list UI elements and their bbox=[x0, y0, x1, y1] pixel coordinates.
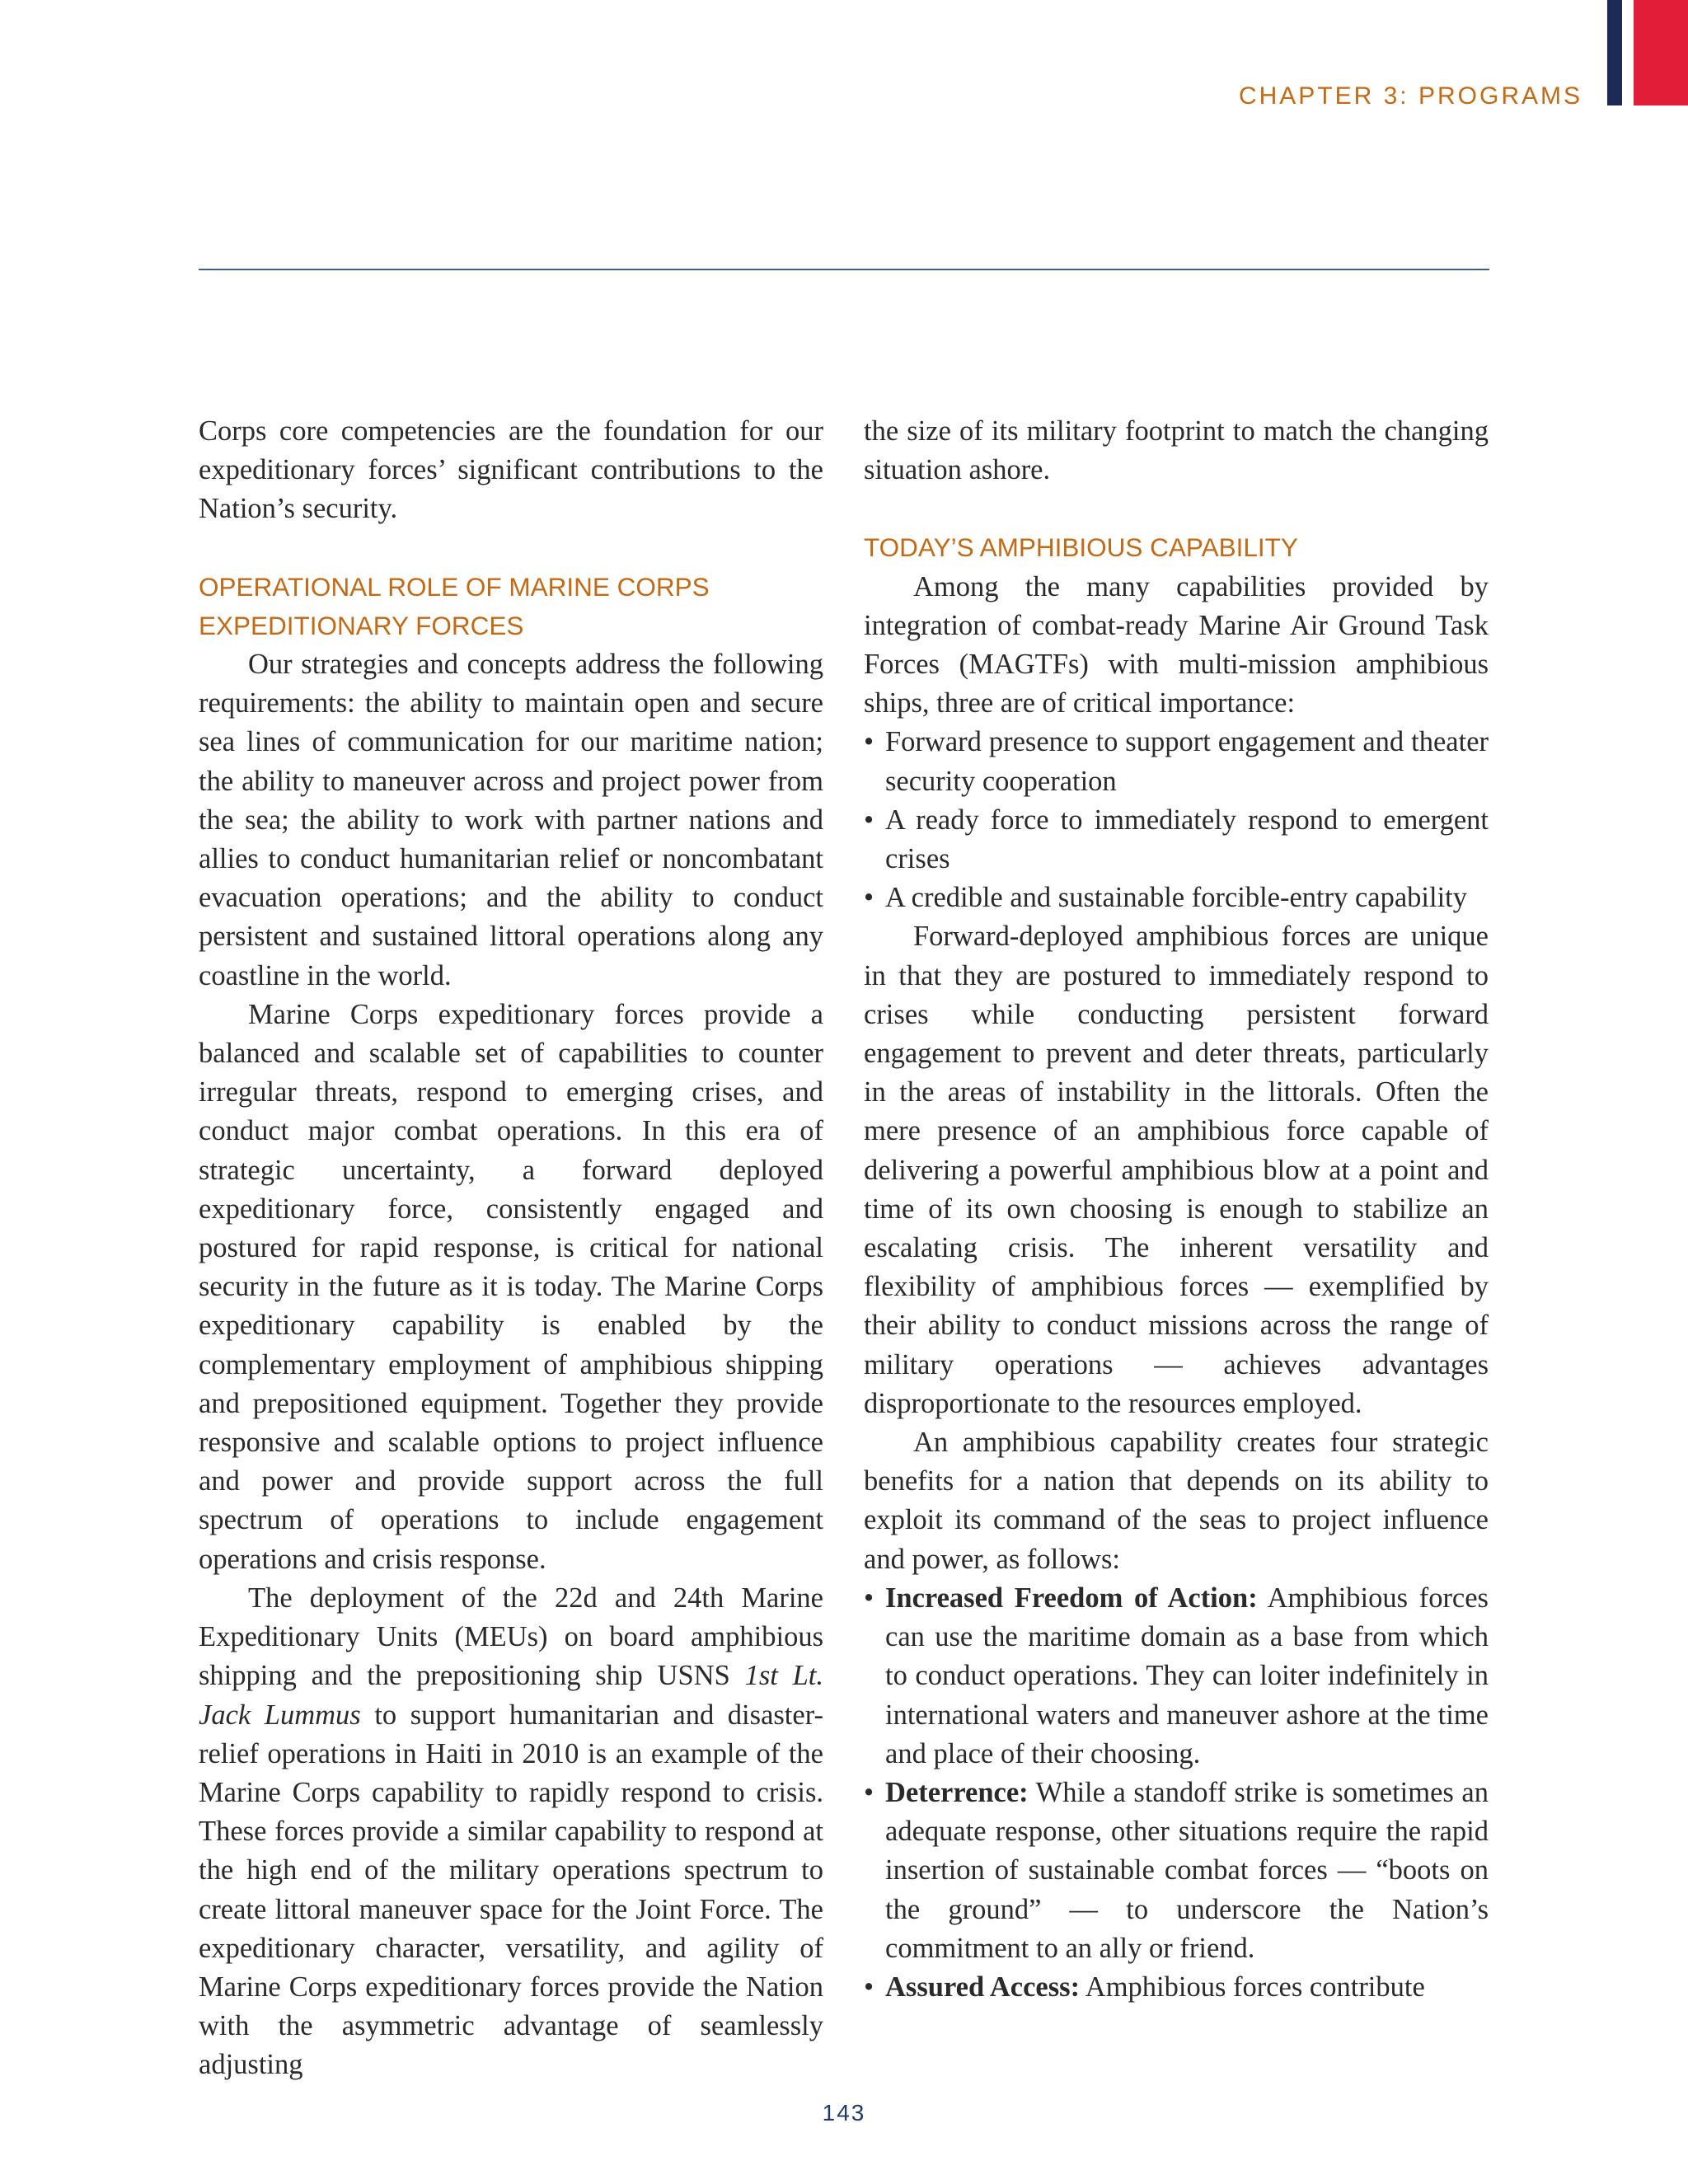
bullet-icon: • bbox=[864, 1971, 874, 2003]
benefit-text: Amphibious forces contribute bbox=[1085, 1971, 1425, 2003]
body-paragraph: Among the many capabilities provided by integration of combat-ready Marine Air Ground Task Forces (MAGTFs) with multi-mission amphibious ships, three are of critical importance: bbox=[864, 570, 1489, 719]
benefit-term: Deterrence: bbox=[885, 1776, 1029, 1808]
body-paragraph-deployment bbox=[199, 1579, 823, 2085]
benefit-term: Increased Freedom of Action: bbox=[885, 1582, 1258, 1614]
flag-stripe-white bbox=[1622, 0, 1634, 105]
section-heading-amphibious-capability: TODAY’S AMPHIBIOUS CAPABILITY bbox=[864, 532, 1298, 563]
list-item-text: A ready force to immediately respond to emergent crises bbox=[885, 804, 1489, 875]
chapter-title: CHAPTER 3: PROGRAMS bbox=[1238, 82, 1582, 110]
page-number: 143 bbox=[822, 2100, 866, 2125]
benefit-text: Amphibious forces can use the maritime domain as a base from which to conduct operations. They can loiter indefinitely in international waters and maneuver ashore at the time and place of their choosing. bbox=[885, 1582, 1489, 1769]
header-divider bbox=[199, 269, 1489, 270]
ship-name: 1st Lt. Jack Lummus bbox=[199, 1660, 824, 1731]
section-heading-operational-role bbox=[199, 568, 823, 645]
intro-paragraph: Corps core competencies are the foundation for our expeditionary forces’ significant contributions to the Nation’s security. bbox=[199, 415, 823, 525]
heading-line-1: OPERATIONAL ROLE OF MARINE CORPS bbox=[199, 571, 710, 602]
spacer bbox=[864, 490, 1489, 528]
flag-stripe-red bbox=[1634, 0, 1688, 105]
body-paragraph: Our strategies and concepts address the following requirements: the ability to maintain open and secure sea lines of communication for our maritime nation; the ability to maneuver across and project power from the sea; the ability to work with partner nations and allies to conduct humanitarian relief or noncombatant evacuation operations; and the ability to conduct persistent and sustained littoral operations along any coastline in the world. bbox=[199, 649, 823, 991]
paragraph-text-end: to support humanitarian and disaster-relief operations in Haiti in 2010 is an example of the Marine Corps capability to rapidly respond to crisis. These forces provide a similar capability to respond at the high end of the military operations spectrum to create littoral maneuver space for the Joint Force. The expeditionary character, versatility, and agility of Marine Corps expeditionary forces provide the Nation with the asymmetric advantage of seamlessly adjusting bbox=[199, 1699, 823, 2081]
body-paragraph: Forward-deployed amphibious forces are unique in that they are postured to immediately respond to crises while conducting persistent forward engagement to prevent and deter threats, particularly in the areas of instability in the littorals. Often the mere presence of an amphibious force capable of delivering a powerful amphibious blow at a point and time of its own choosing is enough to stabilize an escalating crisis. The inherent versatility and flexibility of amphibious forces — exemplified by their ability to conduct missions across the range of military operations — achieves advantages disproportionate to the resources employed. bbox=[864, 921, 1489, 1419]
left-column bbox=[199, 412, 823, 2085]
paragraph-text-start: The deployment of the 22d and 24th Marine Expeditionary Units (MEUs) on board amphibious shipping and the prepositioning ship USNS bbox=[199, 1582, 823, 1692]
bullet-icon: • bbox=[864, 1776, 874, 1808]
capability-list bbox=[864, 723, 1489, 917]
bullet-icon: • bbox=[864, 726, 874, 758]
bullet-icon: • bbox=[864, 804, 874, 836]
continuation-paragraph: the size of its military footprint to match the changing situation ashore. bbox=[864, 415, 1489, 486]
bullet-icon: • bbox=[864, 1582, 874, 1614]
benefits-list bbox=[864, 1579, 1489, 2007]
list-item bbox=[864, 1774, 1489, 1968]
heading-line-2: EXPEDITIONARY FORCES bbox=[199, 610, 524, 640]
list-item bbox=[864, 801, 1489, 879]
list-item-text: Forward presence to support engagement and theater security cooperation bbox=[885, 726, 1489, 797]
body-paragraph: An amphibious capability creates four strategic benefits for a nation that depends on its ability to exploit its command of the seas to project influence and power, as follows: bbox=[864, 1427, 1489, 1575]
right-column bbox=[864, 412, 1489, 2007]
flag-stripe-blue bbox=[1607, 0, 1622, 105]
benefit-term: Assured Access: bbox=[885, 1971, 1081, 2003]
list-item bbox=[864, 1968, 1489, 2007]
list-item-text: A credible and sustainable forcible-entry capability bbox=[885, 882, 1468, 914]
body-paragraph: Marine Corps expeditionary forces provide a balanced and scalable set of capabilities to counter irregular threats, respond to emerging crises, and conduct major combat operations. In this era of strategic uncertainty, a forward deployed expeditionary force, consistently engaged and postured for rapid response, is critical for national security in the future as it is today. The Marine Corps expeditionary capability is enabled by the complementary employment of amphibious shipping and prepositioned equipment. Together they provide responsive and scalable options to project influence and power and provide support across the full spectrum of operations to include engagement operations and crisis response. bbox=[199, 998, 823, 1575]
list-item bbox=[864, 1579, 1489, 1774]
bullet-icon: • bbox=[864, 882, 874, 914]
list-item bbox=[864, 723, 1489, 800]
list-item bbox=[864, 879, 1489, 917]
spacer bbox=[199, 529, 823, 568]
benefit-text: While a standoff strike is sometimes an adequate response, other situations require the rapid insertion of sustainable combat forces — “boots on the ground” — to underscore the Nation’s commitment to an ally or friend. bbox=[885, 1776, 1489, 1964]
